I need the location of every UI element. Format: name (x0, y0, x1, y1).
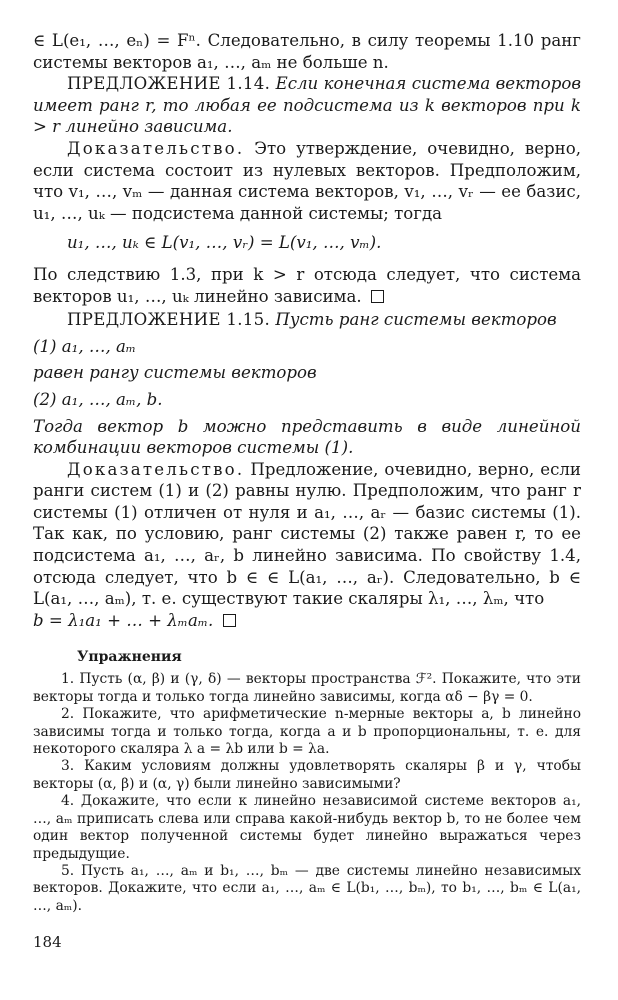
proof-label: Доказательство. (67, 138, 245, 158)
exercise-item: 3. Каким условиям должны удовлетворять скаляры β и γ, чтобы векторы (α, β) и (α, γ) были линейно зависимыми? (33, 758, 581, 792)
qed-box-icon (223, 614, 236, 627)
exercise-item: 5. Пусть a₁, …, aₘ и b₁, …, bₘ — две системы линейно независимых векторов. Докажите, что если a₁, …, aₘ ∈ L(b₁, …, bₘ), то b₁, …, bₘ ∈ L(a₁, …, aₘ). (33, 862, 581, 914)
proof-1-14-conclusion (33, 264, 581, 307)
system-2: (2) a₁, …, aₘ, b. (33, 389, 163, 409)
exercise-item: 2. Покажите, что арифметические n-мерные векторы a, b линейно зависимы тогда и только тогда, когда a и b пропорциональны, т. е. для некоторого скаляра λ a = λb или b = λa. (33, 706, 581, 758)
proof-conclusion-text: По следствию 1.3, при k > r отсюда следует, что система векторов u₁, …, uₖ линейно зависима. (33, 264, 581, 306)
formula-text: b = λ₁a₁ + … + λₘaₘ. (33, 610, 214, 630)
page-number: 184 (33, 933, 62, 952)
proposition-statement-start: Пусть ранг системы векторов (275, 310, 557, 330)
book-page (33, 30, 581, 951)
exercise-item: 1. Пусть (α, β) и (γ, δ) — векторы пространства ℱ². Покажите, что эти векторы тогда и только тогда линейно зависимы, когда αδ − βγ = 0. (33, 671, 581, 705)
proof-text: Это утверждение, очевидно, верно, если система состоит из нулевых векторов. Предположим, что v₁, …, vₘ — данная система векторов, v₁, …, vᵣ — ее базис, u₁, …, uₖ — подсистема данной системы; тогда (33, 138, 581, 223)
proposition-statement: Если конечная система векторов имеет ранг r, то любая ее подсистема из k векторов при k > r линейно зависима. (33, 74, 581, 137)
proof-label: Доказательство. (67, 459, 245, 479)
proposition-label: ПРЕДЛОЖЕНИЕ 1.15. (67, 310, 271, 330)
continuation-paragraph (33, 30, 581, 73)
proposition-statement-middle: равен рангу системы векторов (33, 363, 317, 383)
formula-subsystem: u₁, …, uₖ ∈ L(v₁, …, vᵣ) = L(v₁, …, vₘ). (67, 233, 382, 253)
formula-linear-combination (33, 610, 581, 632)
proposition-1-15 (33, 309, 581, 331)
proof-1-15 (33, 459, 581, 610)
proof-text: Предложение, очевидно, верно, если ранги систем (1) и (2) равны нулю. Предположим, что ранг r системы (1) отличен от нуля и a₁, …, aᵣ — базис системы (1). Так как, по условию, ранг системы (2) также равен r, то ее подсистема a₁, …, aᵣ, b линейно зависима. По свойству 1.4, отсюда следует, что b ∈ ∈ L(a₁, …, aᵣ). Следовательно, b ∈ L(a₁, …, aₘ), т. е. существуют такие скаляры λ₁, …, λₘ, что (33, 459, 581, 609)
proof-1-14 (33, 138, 581, 224)
system-1: (1) a₁, …, aₘ (33, 336, 137, 356)
exercise-item: 4. Докажите, что если к линейно независимой системе векторов a₁, …, aₘ приписать слева или справа какой-нибудь вектор b, то не более чем один вектор полученной системы будет линейно выражаться через предыдущие. (33, 793, 581, 862)
continuation-text: ∈ L(e₁, …, eₙ) = Fⁿ. Следовательно, в силу теоремы 1.10 ранг системы векторов a₁, …, aₘ не больше n. (33, 31, 581, 72)
qed-box-icon (371, 290, 384, 303)
proposition-1-14 (33, 73, 581, 138)
proposition-label: ПРЕДЛОЖЕНИЕ 1.14. (67, 74, 271, 94)
proposition-statement-end: Тогда вектор b можно представить в виде линейной комбинации векторов системы (1). (33, 416, 581, 458)
exercises-title: Упражнения (77, 649, 182, 666)
